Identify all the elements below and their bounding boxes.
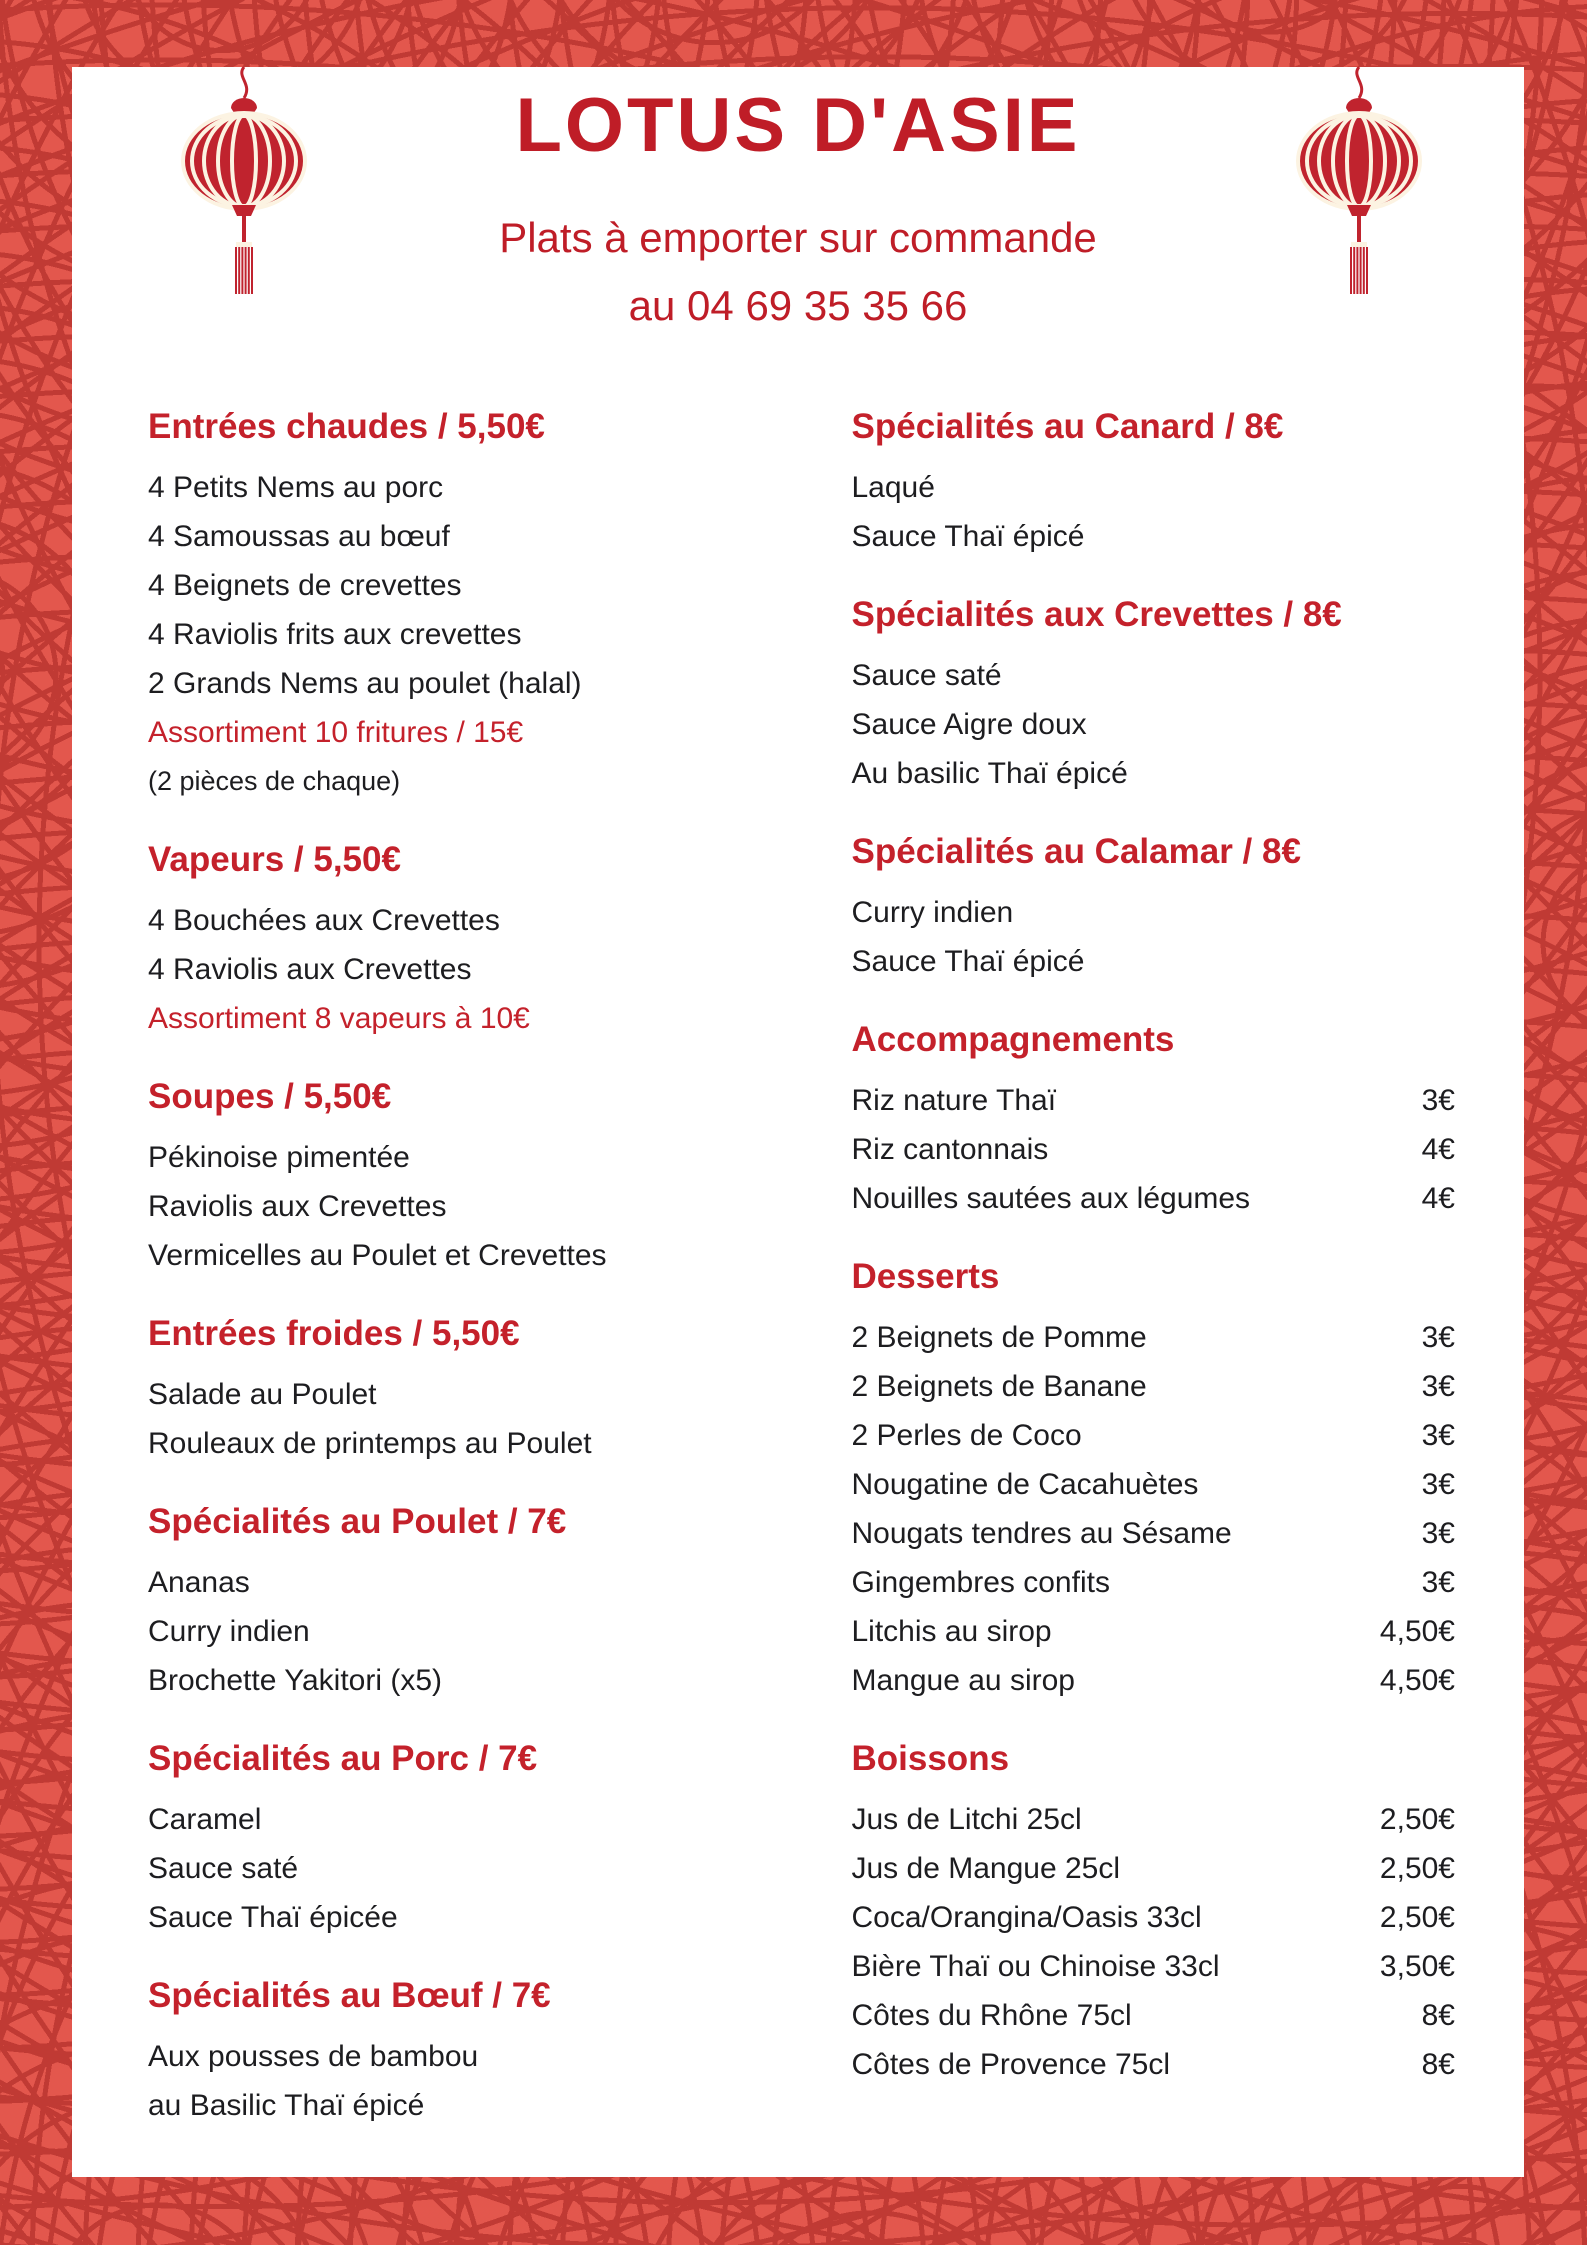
priced-item [852, 1460, 1456, 1509]
priced-item [852, 1991, 1456, 2040]
menu-item: Sauce Thaï épicé [851, 945, 1085, 978]
item-name: Nougats tendres au Sésame [851, 1517, 1232, 1550]
menu-item: 4 Raviolis frits aux crevettes [148, 618, 522, 651]
item-price: 3€ [1421, 1370, 1455, 1403]
menu-item: Sauce Aigre doux [851, 708, 1087, 741]
menu-item: Sauce saté [148, 1852, 299, 1885]
item-name: Côtes du Rhône 75cl [851, 1999, 1132, 2032]
menu-item: Laqué [851, 471, 935, 504]
section-heading: Spécialités au Poulet / 7€ [148, 1502, 567, 1541]
menu-item: 4 Beignets de crevettes [148, 569, 462, 602]
menu-item: 2 Grands Nems au poulet (halal) [148, 667, 582, 700]
item-price: 4€ [1421, 1133, 1455, 1166]
priced-item [852, 1411, 1456, 1460]
section-heading: Entrées chaudes / 5,50€ [148, 407, 545, 446]
item-name: Riz cantonnais [851, 1133, 1049, 1166]
item-name: Litchis au sirop [851, 1615, 1052, 1648]
priced-item [852, 1125, 1456, 1174]
menu-section [148, 1735, 802, 1942]
section-heading: Boissons [851, 1739, 1010, 1778]
menu-item: Rouleaux de printemps au Poulet [148, 1427, 592, 1460]
section-heading: Vapeurs / 5,50€ [148, 840, 401, 879]
menu-item: Pékinoise pimentée [148, 1141, 410, 1174]
section-heading: Spécialités au Canard / 8€ [851, 407, 1284, 446]
priced-item [852, 1942, 1456, 1991]
priced-item [852, 1795, 1456, 1844]
menu-section [852, 828, 1456, 986]
menu-item: Curry indien [851, 896, 1014, 929]
item-name: Riz nature Thaï [851, 1084, 1057, 1117]
section-heading: Entrées froides / 5,50€ [148, 1314, 520, 1353]
menu-section [852, 1016, 1456, 1223]
item-price: 3€ [1421, 1517, 1455, 1550]
item-price: 2,50€ [1379, 1852, 1455, 1885]
item-price: 3€ [1421, 1419, 1455, 1452]
menu-item: Assortiment 8 vapeurs à 10€ [148, 1002, 530, 1035]
menu-section [148, 1972, 802, 2130]
menu-section [148, 836, 802, 1043]
menu-item: Vermicelles au Poulet et Crevettes [148, 1239, 607, 1272]
menu-item: Curry indien [148, 1615, 310, 1648]
menu-section [148, 403, 802, 806]
section-heading: Spécialités au Calamar / 8€ [851, 832, 1301, 871]
section-heading: Desserts [851, 1257, 1000, 1296]
item-name: Nouilles sautées aux légumes [851, 1182, 1251, 1215]
menu-section [852, 403, 1456, 561]
item-name: Côtes de Provence 75cl [851, 2048, 1171, 2081]
section-heading: Spécialités au Bœuf / 7€ [148, 1976, 551, 2015]
menu-section [148, 1310, 802, 1468]
item-name: Nougatine de Cacahuètes [851, 1468, 1199, 1501]
menu-item: Aux pousses de bambou [148, 2040, 479, 2073]
item-price: 4,50€ [1379, 1615, 1455, 1648]
menu-item: 4 Petits Nems au porc [148, 471, 444, 504]
menu-section [852, 591, 1456, 798]
menu-item: Assortiment 10 fritures / 15€ [148, 716, 524, 749]
item-price: 8€ [1421, 2048, 1455, 2081]
menu-item: Ananas [148, 1566, 250, 1599]
menu-section [852, 1735, 1456, 2089]
priced-item [852, 1844, 1456, 1893]
priced-item [852, 1509, 1456, 1558]
menu-item: 4 Raviolis aux Crevettes [148, 953, 472, 986]
menu-item: Salade au Poulet [148, 1378, 377, 1411]
item-name: Coca/Orangina/Oasis 33cl [851, 1901, 1202, 1934]
page-title: LOTUS D'ASIE [515, 83, 1081, 168]
priced-item [852, 1174, 1456, 1223]
item-price: 4€ [1421, 1182, 1455, 1215]
item-name: Jus de Mangue 25cl [851, 1852, 1121, 1885]
menu-column-right [802, 403, 1456, 2089]
item-name: 2 Perles de Coco [851, 1419, 1082, 1452]
menu-item: Sauce Thaï épicée [148, 1901, 398, 1934]
menu-column-left [148, 403, 802, 2130]
menu-item: 4 Bouchées aux Crevettes [148, 904, 500, 937]
item-price: 3,50€ [1379, 1950, 1455, 1983]
section-heading: Spécialités au Porc / 7€ [148, 1739, 538, 1778]
section-heading: Soupes / 5,50€ [148, 1077, 392, 1116]
menu-item: 4 Samoussas au bœuf [148, 520, 450, 553]
menu-section [148, 1498, 802, 1705]
menu-item: Sauce saté [851, 659, 1002, 692]
priced-item [852, 2040, 1456, 2089]
priced-item [852, 1362, 1456, 1411]
item-name: 2 Beignets de Banane [851, 1370, 1147, 1403]
menu-item: Sauce Thaï épicé [851, 520, 1085, 553]
menu-sheet [72, 67, 1524, 2177]
item-name: Gingembres confits [851, 1566, 1110, 1599]
item-name: Bière Thaï ou Chinoise 33cl [851, 1950, 1220, 1983]
menu-item: Caramel [148, 1803, 262, 1836]
menu-columns [148, 403, 1455, 2130]
item-name: Jus de Litchi 25cl [851, 1803, 1082, 1836]
menu-item: au Basilic Thaï épicé [148, 2089, 425, 2122]
menu-section [852, 1253, 1456, 1705]
priced-item [852, 1558, 1456, 1607]
section-heading: Spécialités aux Crevettes / 8€ [851, 595, 1342, 634]
tagline: Plats à emporter sur commande [499, 214, 1097, 261]
item-price: 3€ [1421, 1468, 1455, 1501]
priced-item [852, 1607, 1456, 1656]
phone-line: au 04 69 35 35 66 [628, 282, 968, 329]
item-price: 3€ [1421, 1084, 1455, 1117]
menu-item: Brochette Yakitori (x5) [148, 1664, 443, 1697]
item-price: 2,50€ [1379, 1803, 1455, 1836]
item-price: 4,50€ [1379, 1664, 1455, 1697]
item-price: 3€ [1421, 1566, 1455, 1599]
menu-section [148, 1073, 802, 1280]
menu-item: (2 pièces de chaque) [148, 766, 401, 796]
item-price: 3€ [1421, 1321, 1455, 1354]
menu-item: Au basilic Thaï épicé [851, 757, 1128, 790]
item-name: 2 Beignets de Pomme [851, 1321, 1147, 1354]
item-name: Mangue au sirop [851, 1664, 1075, 1697]
priced-item [852, 1893, 1456, 1942]
menu-item: Raviolis aux Crevettes [148, 1190, 447, 1223]
priced-item [852, 1313, 1456, 1362]
section-heading: Accompagnements [851, 1020, 1175, 1059]
item-price: 8€ [1421, 1999, 1455, 2032]
priced-item [852, 1076, 1456, 1125]
priced-item [852, 1656, 1456, 1705]
item-price: 2,50€ [1379, 1901, 1455, 1934]
